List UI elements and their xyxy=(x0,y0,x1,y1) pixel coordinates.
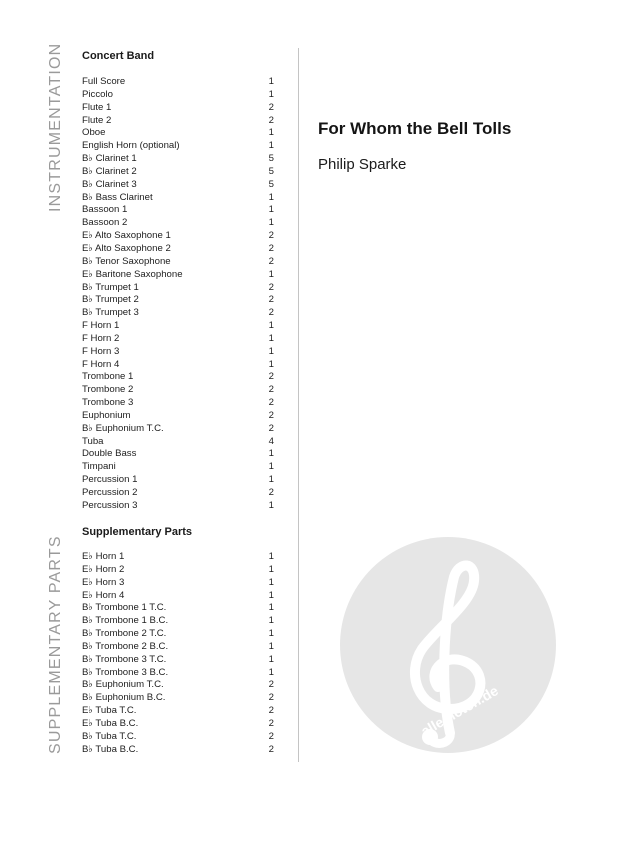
part-name: Timpani xyxy=(82,461,116,473)
concert-band-parts-list xyxy=(82,76,274,513)
part-row xyxy=(82,564,274,577)
part-quantity: 1 xyxy=(268,461,274,473)
part-name: E♭ Horn 2 xyxy=(82,563,125,575)
part-quantity: 2 xyxy=(268,730,274,742)
part-row xyxy=(82,692,274,705)
part-name: E♭ Alto Saxophone 2 xyxy=(82,242,171,254)
part-name: Percussion 2 xyxy=(82,487,138,498)
part-quantity: 1 xyxy=(268,640,274,652)
part-row xyxy=(82,551,274,564)
part-row xyxy=(82,89,274,102)
part-row xyxy=(82,461,274,474)
treble-clef-watermark-icon xyxy=(340,537,556,753)
part-quantity: 5 xyxy=(268,153,274,165)
part-name: E♭ Alto Saxophone 1 xyxy=(82,230,171,242)
part-name: B♭ Tuba B.C. xyxy=(82,743,139,755)
part-quantity: 1 xyxy=(268,88,274,100)
part-row xyxy=(82,320,274,333)
part-quantity: 1 xyxy=(268,140,274,152)
part-quantity: 4 xyxy=(268,435,274,447)
part-name: E♭ Baritone Saxophone xyxy=(82,268,183,280)
part-row xyxy=(82,590,274,603)
part-name: F Horn 2 xyxy=(82,332,120,344)
part-row xyxy=(82,371,274,384)
part-row xyxy=(82,397,274,410)
part-name: E♭ Horn 1 xyxy=(82,551,125,562)
part-name: Double Bass xyxy=(82,448,137,460)
part-quantity: 1 xyxy=(268,358,274,370)
part-quantity: 1 xyxy=(268,474,274,486)
part-quantity: 2 xyxy=(268,371,274,383)
instrumentation-label: INSTRUMENTATION xyxy=(47,42,64,212)
part-row xyxy=(82,654,274,667)
part-row xyxy=(82,179,274,192)
part-quantity: 1 xyxy=(268,563,274,575)
part-quantity: 2 xyxy=(268,743,274,755)
watermark-text: alle-noten.de xyxy=(418,682,501,740)
part-quantity: 1 xyxy=(268,615,274,627)
part-quantity: 1 xyxy=(268,448,274,460)
part-name: B♭ Euphonium B.C. xyxy=(82,692,166,704)
part-name: Tuba xyxy=(82,435,104,447)
part-quantity: 1 xyxy=(268,345,274,357)
part-row xyxy=(82,230,274,243)
supplementary-parts-list xyxy=(82,551,274,757)
part-quantity: 5 xyxy=(268,165,274,177)
part-row xyxy=(82,346,274,359)
part-quantity: 1 xyxy=(268,320,274,332)
part-row xyxy=(82,115,274,128)
part-name: E♭ Tuba T.C. xyxy=(82,705,137,717)
part-quantity: 2 xyxy=(268,255,274,267)
part-name: B♭ Tuba T.C. xyxy=(82,730,137,742)
concert-band-heading: Concert Band xyxy=(82,50,155,62)
part-name: Percussion 3 xyxy=(82,499,138,511)
part-name: English Horn (optional) xyxy=(82,140,180,152)
part-quantity: 1 xyxy=(268,127,274,139)
part-name: B♭ Bass Clarinet xyxy=(82,191,153,203)
part-quantity: 1 xyxy=(268,551,274,562)
part-row xyxy=(82,243,274,256)
part-quantity: 1 xyxy=(268,602,274,614)
part-quantity: 2 xyxy=(268,307,274,319)
part-name: B♭ Trombone 2 B.C. xyxy=(82,640,169,652)
piece-title: For Whom the Bell Tolls xyxy=(318,119,512,138)
part-name: F Horn 4 xyxy=(82,358,120,370)
part-row xyxy=(82,192,274,205)
part-row xyxy=(82,423,274,436)
part-name: F Horn 1 xyxy=(82,320,120,332)
part-name: Oboe xyxy=(82,127,106,139)
composer-name: Philip Sparke xyxy=(318,156,407,173)
part-row xyxy=(82,448,274,461)
part-row xyxy=(82,102,274,115)
part-quantity: 1 xyxy=(268,191,274,203)
part-row xyxy=(82,256,274,269)
part-quantity: 1 xyxy=(268,499,274,511)
part-row xyxy=(82,487,274,500)
part-row xyxy=(82,76,274,89)
part-row xyxy=(82,731,274,744)
part-row xyxy=(82,384,274,397)
part-row xyxy=(82,294,274,307)
part-quantity: 2 xyxy=(268,422,274,434)
part-name: E♭ Horn 3 xyxy=(82,576,125,588)
part-name: B♭ Trumpet 2 xyxy=(82,294,139,306)
part-quantity: 2 xyxy=(268,705,274,717)
part-name: B♭ Trumpet 1 xyxy=(82,281,139,293)
part-name: Flute 1 xyxy=(82,101,112,113)
supplementary-parts-heading: Supplementary Parts xyxy=(82,526,193,538)
part-name: B♭ Trombone 3 B.C. xyxy=(82,666,169,678)
part-row xyxy=(82,641,274,654)
part-quantity: 1 xyxy=(268,204,274,216)
part-name: B♭ Clarinet 1 xyxy=(82,153,137,165)
part-row xyxy=(82,359,274,372)
part-row xyxy=(82,615,274,628)
part-row xyxy=(82,718,274,731)
part-row xyxy=(82,474,274,487)
part-name: B♭ Tenor Saxophone xyxy=(82,255,171,267)
part-quantity: 2 xyxy=(268,487,274,498)
column-divider xyxy=(298,48,299,762)
part-quantity: 2 xyxy=(268,679,274,691)
part-name: Piccolo xyxy=(82,88,113,100)
part-name: B♭ Trombone 3 T.C. xyxy=(82,653,167,665)
part-name: Euphonium xyxy=(82,409,131,421)
part-row xyxy=(82,436,274,449)
part-name: Trombone 3 xyxy=(82,397,134,409)
part-name: B♭ Trombone 1 B.C. xyxy=(82,615,169,627)
part-name: E♭ Tuba B.C. xyxy=(82,717,139,729)
part-quantity: 2 xyxy=(268,114,274,126)
part-row xyxy=(82,153,274,166)
part-row xyxy=(82,602,274,615)
part-quantity: 2 xyxy=(268,281,274,293)
part-name: B♭ Clarinet 2 xyxy=(82,165,137,177)
part-row xyxy=(82,410,274,423)
part-row xyxy=(82,166,274,179)
part-row xyxy=(82,500,274,513)
part-name: B♭ Euphonium T.C. xyxy=(82,422,164,434)
part-row xyxy=(82,333,274,346)
part-row xyxy=(82,679,274,692)
part-quantity: 2 xyxy=(268,242,274,254)
part-row xyxy=(82,269,274,282)
part-row xyxy=(82,307,274,320)
supplementary-parts-label: SUPPLEMENTARY PARTS xyxy=(47,535,64,754)
part-quantity: 1 xyxy=(268,332,274,344)
part-name: B♭ Trumpet 3 xyxy=(82,307,139,319)
part-quantity: 1 xyxy=(268,653,274,665)
part-quantity: 1 xyxy=(268,589,274,601)
part-quantity: 1 xyxy=(268,217,274,229)
part-row xyxy=(82,667,274,680)
part-name: Bassoon 1 xyxy=(82,204,128,216)
part-row xyxy=(82,282,274,295)
part-quantity: 2 xyxy=(268,230,274,242)
part-name: E♭ Horn 4 xyxy=(82,589,125,601)
part-quantity: 1 xyxy=(268,628,274,640)
part-row xyxy=(82,744,274,757)
part-name: F Horn 3 xyxy=(82,345,120,357)
part-quantity: 1 xyxy=(268,666,274,678)
part-row xyxy=(82,217,274,230)
part-quantity: 2 xyxy=(268,294,274,306)
part-row xyxy=(82,705,274,718)
part-quantity: 2 xyxy=(268,397,274,409)
part-quantity: 2 xyxy=(268,692,274,704)
part-name: Bassoon 2 xyxy=(82,217,128,229)
part-row xyxy=(82,127,274,140)
part-name: B♭ Euphonium T.C. xyxy=(82,679,164,691)
part-name: Flute 2 xyxy=(82,114,112,126)
part-row xyxy=(82,577,274,590)
part-quantity: 5 xyxy=(268,178,274,190)
part-row xyxy=(82,140,274,153)
part-name: B♭ Clarinet 3 xyxy=(82,178,137,190)
part-quantity: 1 xyxy=(268,576,274,588)
part-name: Trombone 2 xyxy=(82,384,134,396)
part-name: B♭ Trombone 2 T.C. xyxy=(82,628,167,640)
part-quantity: 2 xyxy=(268,384,274,396)
part-name: Full Score xyxy=(82,76,126,87)
part-row xyxy=(82,628,274,641)
part-name: B♭ Trombone 1 T.C. xyxy=(82,602,167,614)
part-quantity: 2 xyxy=(268,101,274,113)
part-quantity: 2 xyxy=(268,409,274,421)
part-name: Percussion 1 xyxy=(82,474,138,486)
part-row xyxy=(82,204,274,217)
part-name: Trombone 1 xyxy=(82,371,134,383)
part-quantity: 1 xyxy=(268,76,274,87)
part-quantity: 2 xyxy=(268,717,274,729)
part-quantity: 1 xyxy=(268,268,274,280)
